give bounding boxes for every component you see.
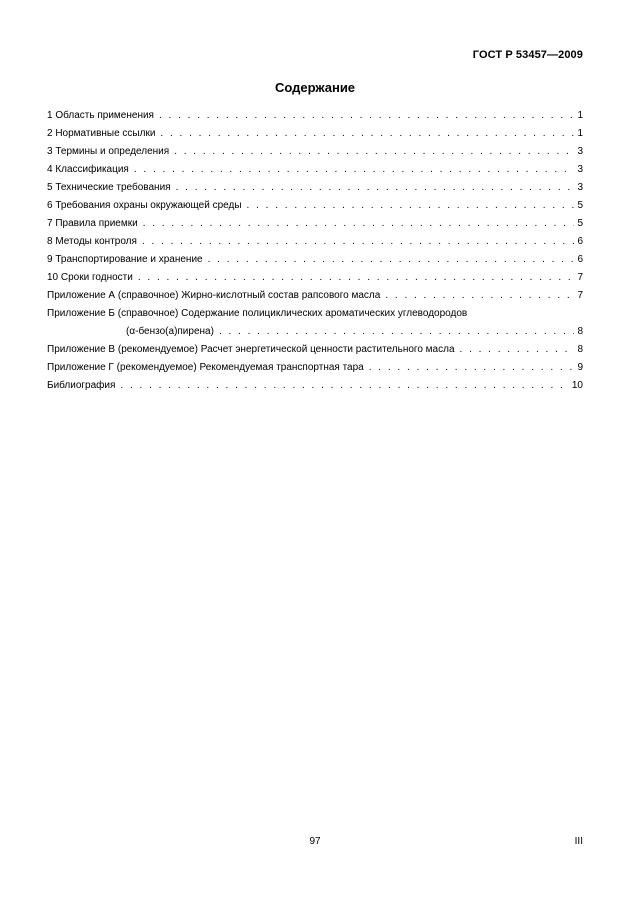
toc-entry-test-methods[interactable] [47, 233, 583, 251]
toc-entry-shelf-life[interactable] [47, 269, 583, 287]
toc-entry-environment[interactable] [47, 197, 583, 215]
toc-entry-title: 3 Термины и определения [47, 146, 170, 157]
toc-entry-appendix-g[interactable] [47, 359, 583, 377]
toc-leader-dots [142, 233, 575, 251]
toc-entry-tech-requirements[interactable] [47, 179, 583, 197]
roman-page-number: III [574, 836, 583, 847]
toc-entry-title: 8 Методы контроля [47, 236, 137, 247]
toc-entry-page: 8 [577, 344, 583, 355]
toc-entry-page: 7 [577, 290, 583, 301]
toc-entry-appendix-b-continued[interactable] [47, 323, 583, 341]
toc-entry-transport-storage[interactable] [47, 251, 583, 269]
toc-entry-acceptance[interactable] [47, 215, 583, 233]
toc-leader-dots [219, 323, 575, 341]
toc-entry-title: Библиография [47, 380, 116, 391]
toc-entry-page: 5 [577, 200, 583, 211]
toc-leader-dots [208, 251, 575, 269]
toc-entry-page: 10 [571, 380, 583, 391]
page-title: Содержание [274, 80, 356, 95]
toc-entry-title: (α-бензо(а)пирена) [126, 326, 214, 337]
toc-leader-dots [159, 107, 574, 125]
toc-entry-title: 6 Требования охраны окружающей среды [47, 200, 242, 211]
toc-entry-title: Приложение Г (рекомендуемое) Рекомендуемая транспортная тара [47, 362, 364, 373]
toc-leader-dots [174, 143, 574, 161]
toc-entry-title: Приложение А (справочное) Жирно-кислотный состав рапсового масла [47, 290, 381, 301]
toc-entry-normative-refs[interactable] [47, 125, 583, 143]
toc-entry-appendix-a[interactable] [47, 287, 583, 305]
toc-leader-dots [369, 359, 575, 377]
toc-entry-terms[interactable] [47, 143, 583, 161]
toc-entry-title: 2 Нормативные ссылки [47, 128, 156, 139]
toc-entry-title: 1 Область применения [47, 110, 154, 121]
toc-entry-title: 4 Классификация [47, 164, 129, 175]
toc-entry-title: 5 Технические требования [47, 182, 171, 193]
toc-entry-page: 6 [577, 236, 583, 247]
toc-entry-page: 1 [577, 110, 583, 121]
toc-entry-bibliography[interactable] [47, 377, 583, 395]
toc-entry-title: Приложение Б (справочное) Содержание полициклических ароматических углеводородов [47, 308, 468, 319]
toc-entry-page: 9 [577, 362, 583, 373]
table-of-contents [47, 107, 583, 395]
toc-entry-title: 7 Правила приемки [47, 218, 138, 229]
document-code: ГОСТ Р 53457—2009 [472, 49, 583, 61]
toc-leader-dots [460, 341, 575, 359]
toc-entry-page: 5 [577, 218, 583, 229]
toc-leader-dots [143, 215, 575, 233]
toc-entry-title: 10 Сроки годности [47, 272, 133, 283]
toc-entry-classification[interactable] [47, 161, 583, 179]
toc-entry-title: Приложение В (рекомендуемое) Расчет энергетической ценности растительного масла [47, 344, 455, 355]
toc-entry-title: 9 Транспортирование и хранение [47, 254, 203, 265]
toc-entry-page: 3 [577, 146, 583, 157]
toc-leader-dots [134, 161, 575, 179]
toc-entry-scope[interactable] [47, 107, 583, 125]
toc-leader-dots [120, 377, 568, 395]
toc-entry-page: 6 [577, 254, 583, 265]
toc-entry-page: 8 [577, 326, 583, 337]
toc-leader-dots [176, 179, 575, 197]
toc-entry-page: 3 [577, 182, 583, 193]
toc-entry-appendix-b[interactable] [47, 305, 583, 323]
page-number: 97 [309, 836, 321, 847]
toc-entry-appendix-v[interactable] [47, 341, 583, 359]
toc-entry-page: 1 [577, 128, 583, 139]
toc-leader-dots [160, 125, 574, 143]
toc-leader-dots [385, 287, 574, 305]
toc-leader-dots [138, 269, 575, 287]
toc-entry-page: 3 [577, 164, 583, 175]
toc-entry-page: 7 [577, 272, 583, 283]
toc-leader-dots [247, 197, 575, 215]
